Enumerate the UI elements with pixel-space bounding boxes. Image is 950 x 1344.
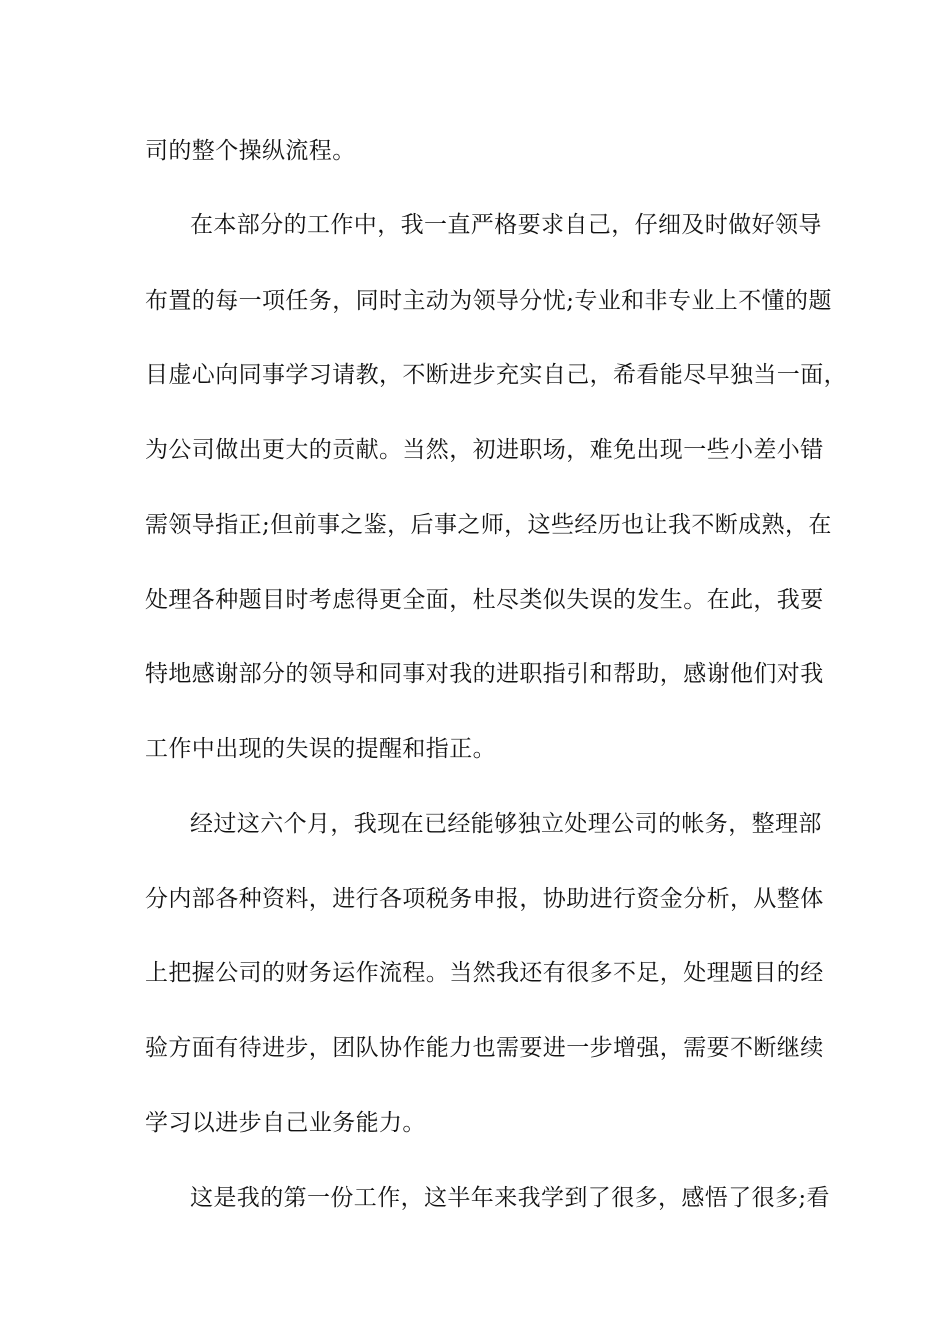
text-line: 司的整个操纵流程。 [145,138,356,164]
text-line: 需领导指正;但前事之鉴，后事之师，这些经历也让我不断成熟，在 [145,512,832,538]
text-line: 学习以进步自己业务能力。 [145,1110,426,1136]
text-line: 特地感谢部分的领导和同事对我的进职指引和帮助，感谢他们对我 [145,661,824,687]
text-line: 工作中出现的失误的提醒和指正。 [145,736,496,762]
text-line: 目虚心向同事学习请教，不断进步充实自己，希看能尽早独当一面， [145,362,847,388]
text-line: 验方面有待进步，团队协作能力也需要进一步增强，需要不断继续 [145,1035,824,1061]
text-line: 为公司做出更大的贡献。当然，初进职场，难免出现一些小差小错 [145,437,824,463]
text-line: 分内部各种资料，进行各项税务申报，协助进行资金分析，从整体 [145,886,824,912]
text-line: 经过这六个月，我现在已经能够独立处理公司的帐务，整理部 [190,811,822,837]
text-line: 在本部分的工作中，我一直严格要求自己，仔细及时做好领导 [190,212,822,238]
text-line: 布置的每一项任务，同时主动为领导分忧;专业和非专业上不懂的题 [145,288,832,314]
text-line: 这是我的第一份工作，这半年来我学到了很多，感悟了很多;看 [190,1185,830,1211]
text-line: 处理各种题目时考虑得更全面，杜尽类似失误的发生。在此，我要 [145,587,824,613]
text-line: 上把握公司的财务运作流程。当然我还有很多不足，处理题目的经 [145,960,824,986]
